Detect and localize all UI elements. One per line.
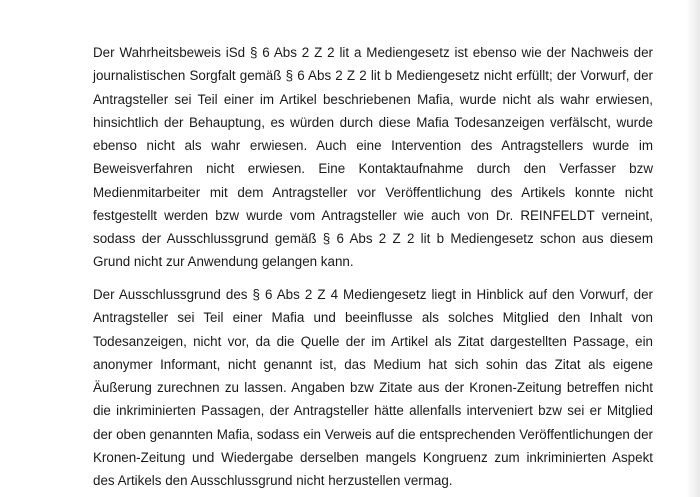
paragraph-2: Der Ausschlussgrund des § 6 Abs 2 Z 4 Mediengesetz liegt in Hinblick auf den Vorwurf, der Antragsteller sei Teil einer Mafia und beeinflusse als solches Mitglied den Inhalt von Todesanzeigen, nicht vor, da die Quelle der im Artikel als Zitat dargestellten Passage, ein anonymer Informant, nicht genannt ist, das Medium hat sich sohin das Zitat als eigene Äußerung zurechnen zu lassen. Angaben bzw Zitate aus der Kronen-Zeitung betreffen nicht die inkriminierten Passagen, der Antragsteller hätte allenfalls interveniert bzw sei er Mitglied der oben genannten Mafia, sodass ein Verweis auf die entsprechenden Veröffentlichungen der Kronen-Zeitung und Wiedergabe derselben mangels Kongruenz zum inkriminierten Aspekt des Artikels den Ausschlussgrund nicht herzustellen vermag. (93, 287, 653, 488)
paragraph-1: Der Wahrheitsbeweis iSd § 6 Abs 2 Z 2 lit a Mediengesetz ist ebenso wie der Nachweis der journalistischen Sorgfalt gemäß § 6 Abs 2 Z 2 lit b Mediengesetz nicht erfüllt; der Vorwurf, der Antragsteller sei Teil einer im Artikel beschriebenen Mafia, wurde nicht als wahr erwiesen, hinsichtlich der Behauptung, es würden durch diese Mafia Todesanzeigen verfälscht, wurde ebenso nicht als wahr erwiesen. Auch eine Intervention des Antragstellers wurde im Beweisverfahren nicht erwiesen. Eine Kontaktaufnahme durch den Verfasser bzw Medienmitarbeiter mit dem Antragsteller vor Veröffentlichung des Artikels konnte nicht festgestellt werden bzw wurde vom Antragsteller wie auch von Dr. REINFELDT verneint, sodass der Ausschlussgrund gemäß § 6 Abs 2 Z 2 lit b Mediengesetz schon aus diesem Grund nicht zur Anwendung gelangen kann. (93, 45, 653, 270)
